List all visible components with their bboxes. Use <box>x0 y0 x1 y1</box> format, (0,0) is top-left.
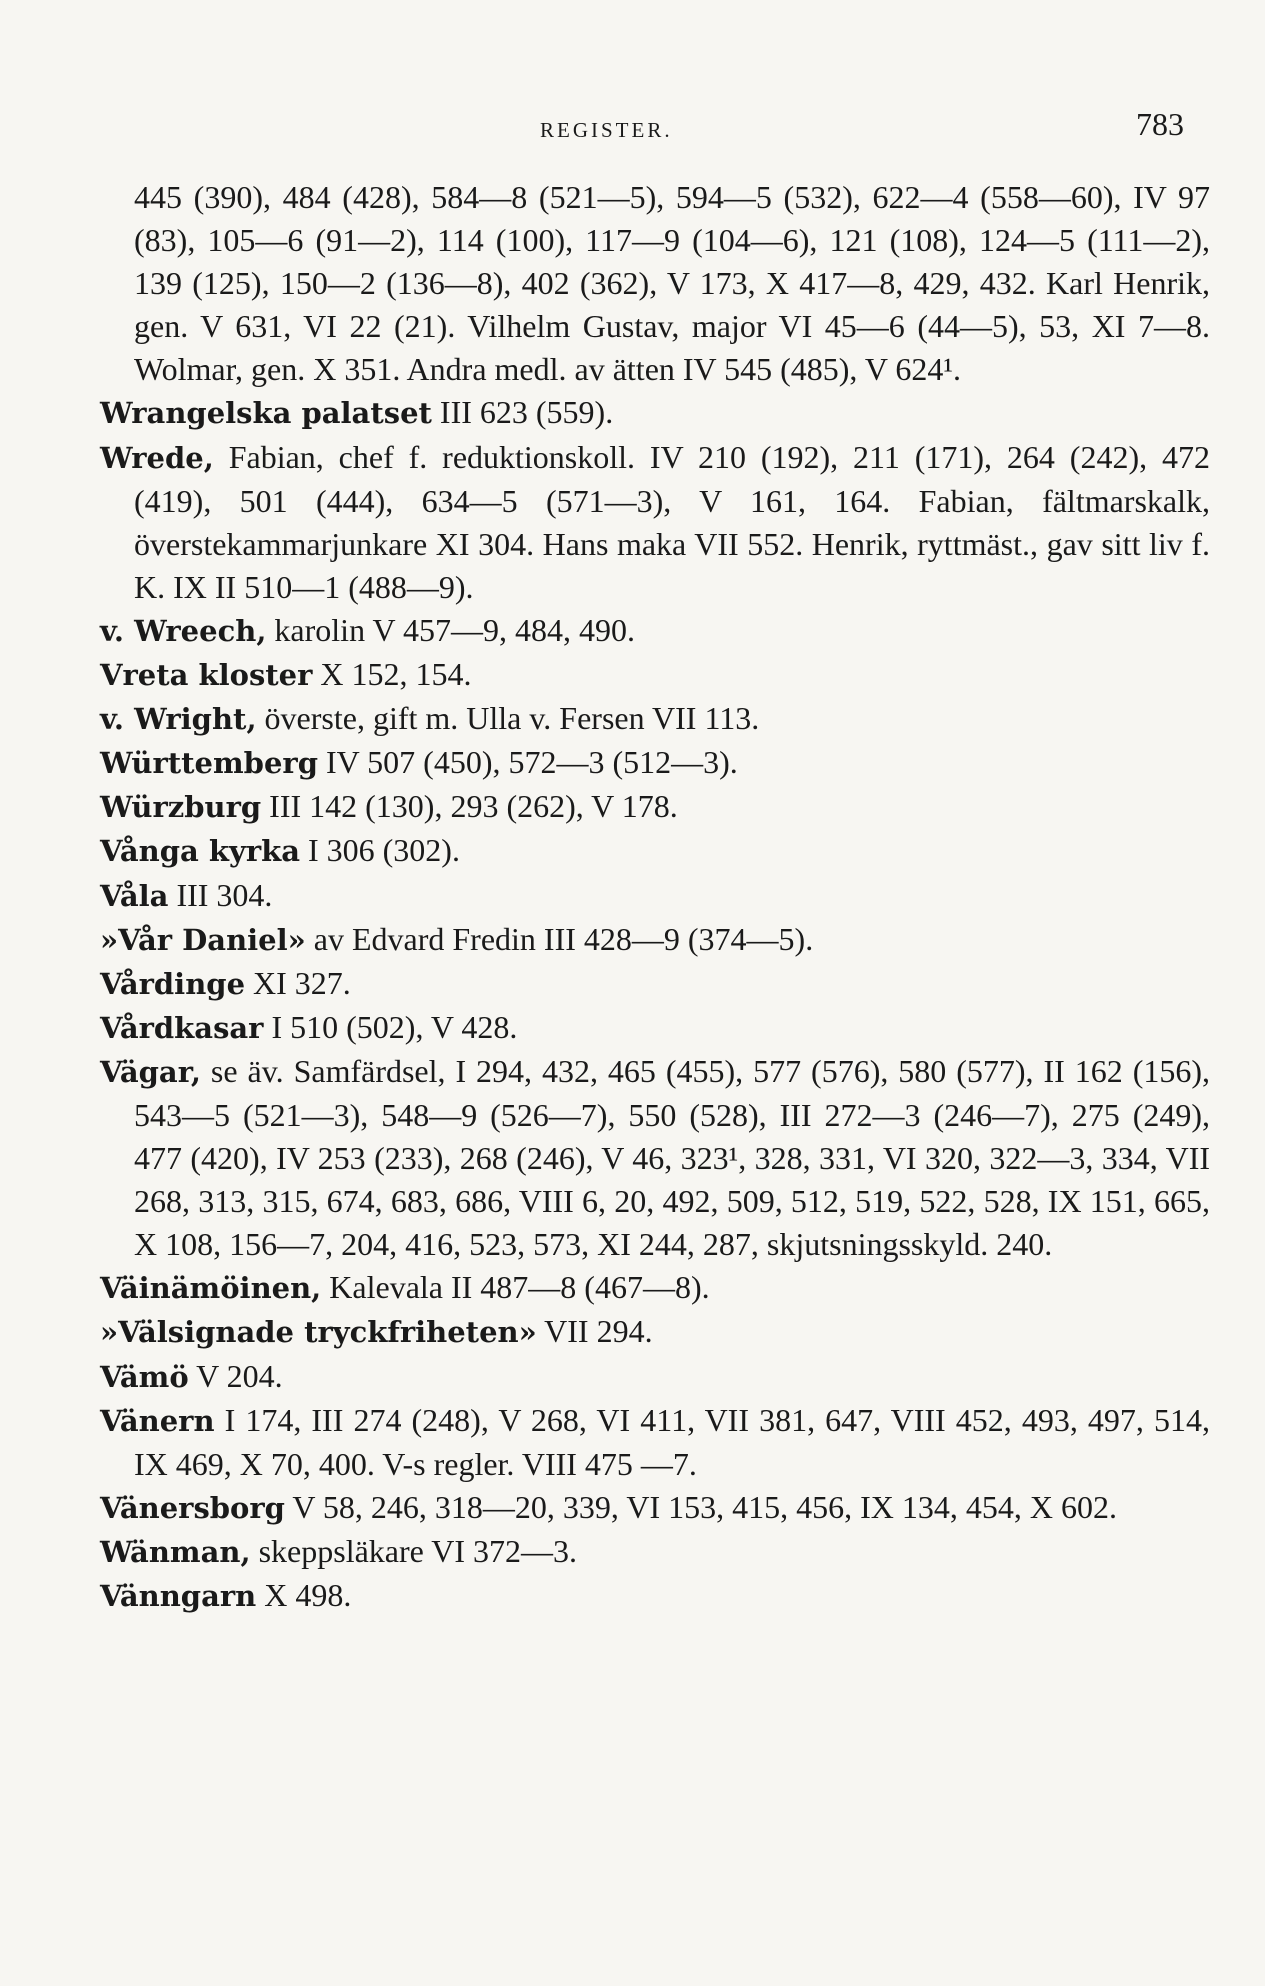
index-entry <box>100 918 1210 962</box>
entry-text: I 306 (302). <box>299 832 460 869</box>
index-entry <box>100 1399 1210 1486</box>
index-list <box>100 176 1210 1618</box>
index-entry <box>100 1574 1210 1618</box>
index-entry <box>100 785 1210 829</box>
index-entry <box>100 1006 1210 1050</box>
entry-text: karolin V 457—9, 484, 490. <box>266 611 636 648</box>
index-entry-continued <box>100 176 1210 391</box>
index-entry <box>100 1266 1210 1310</box>
entry-headword: Wrede, <box>100 440 214 475</box>
index-entry <box>100 1310 1210 1354</box>
page-number: 783 <box>1136 106 1184 142</box>
entry-headword: Vårdinge <box>100 966 246 1001</box>
index-entry <box>100 1355 1210 1399</box>
index-entry <box>100 653 1210 697</box>
entry-headword: Vägar, <box>100 1054 201 1089</box>
index-entry <box>100 1050 1210 1266</box>
entry-headword: Vänersborg <box>100 1490 285 1525</box>
entry-text: X 152, 154. <box>312 656 472 693</box>
entry-headword: Wrangelska palatset <box>100 396 432 431</box>
index-entry <box>100 741 1210 785</box>
entry-headword: Vårdkasar <box>100 1010 264 1045</box>
entry-headword: v. Wreech, <box>100 613 267 648</box>
index-entry <box>100 1530 1210 1574</box>
index-entry <box>100 874 1210 918</box>
entry-headword: »Vår Daniel» <box>100 922 306 957</box>
index-entry <box>100 436 1210 609</box>
entry-headword: Vånga kyrka <box>100 834 300 869</box>
entry-headword: Wänman, <box>100 1534 251 1569</box>
entry-headword: Väinämöinen, <box>100 1271 322 1306</box>
entry-text: III 304. <box>168 876 273 913</box>
entry-text: skeppsläkare VI 372—3. <box>250 1532 578 1569</box>
entry-headword: Våla <box>100 878 169 913</box>
entry-text: V 204. <box>188 1357 283 1394</box>
entry-text: I 174, III 274 (248), V 268, VI 411, VII 381, 647, VIII 452, 493, 497, 514, IX 469, X 70, 400. V-s regler. VIII 475 —7. <box>134 1401 1210 1482</box>
running-head: REGISTER. <box>540 118 673 142</box>
entry-headword: Würzburg <box>100 790 262 825</box>
entry-text: 445 (390), 484 (428), 584—8 (521—5), 594—5 (532), 622—4 (558—60), IV 97 (83), 105—6 (91—2), 114 (100), 117—9 (104—6), 121 (108), 124—5 (111—2), 139 (125), 150—2 (136—8), 402 (362), V 173, X 417—8, 429, 432. Karl Henrik, gen. V 631, VI 22 (21). Vilhelm Gustav, major VI 45—6 (44—5), 53, XI 7—8. Wolmar, gen. X 351. Andra medl. av ätten IV 545 (485), V 624¹. <box>134 179 1210 388</box>
entry-text: av Edvard Fredin III 428—9 (374—5). <box>305 920 814 957</box>
entry-text: V 58, 246, 318—20, 339, VI 153, 415, 456, IX 134, 454, X 602. <box>284 1488 1117 1525</box>
entry-text: I 510 (502), V 428. <box>263 1008 518 1045</box>
entry-text: X 498. <box>256 1577 352 1613</box>
entry-text: XI 327. <box>245 964 351 1001</box>
entry-headword: Vänngarn <box>100 1579 257 1613</box>
index-entry <box>100 609 1210 653</box>
entry-headword: »Välsignade tryckfriheten» <box>100 1315 537 1350</box>
entry-text: se äv. Samfärdsel, I 294, 432, 465 (455), 577 (576), 580 (577), II 162 (156), 543—5 (521—3), 548—9 (526—7), 550 (528), III 272—3 (246—7), 275 (249), 477 (420), IV 253 (233), 268 (246), V 46, 323¹, 328, 331, VI 320, 322—3, 334, VII 268, 313, 315, 674, 683, 686, VIII 6, 20, 492, 509, 512, 519, 522, 528, IX 151, 665, X 108, 156—7, 204, 416, 523, 573, XI 244, 287, skjutsningsskyld. 240. <box>134 1052 1210 1263</box>
entry-headword: Vreta kloster <box>100 658 313 693</box>
entry-text: VII 294. <box>536 1313 653 1350</box>
entry-headword: Württemberg <box>100 746 318 781</box>
entry-text: överste, gift m. Ulla v. Fersen VII 113. <box>256 700 760 737</box>
entry-text: Fabian, chef f. reduktionskoll. IV 210 (192), 211 (171), 264 (242), 472 (419), 501 (444), 634—5 (571—3), V 161, 164. Fabian, fältmarskalk, överstekammarjunkare XI 304. Hans maka VII 552. Henrik, ryttmäst., gav sitt liv f. K. IX II 510—1 (488—9). <box>134 438 1210 605</box>
entry-text: III 623 (559). <box>431 394 614 431</box>
index-entry <box>100 962 1210 1006</box>
index-entry <box>100 829 1210 873</box>
entry-text: Kalevala II 487—8 (467—8). <box>321 1269 710 1306</box>
index-entry <box>100 1486 1210 1530</box>
entry-text: III 142 (130), 293 (262), V 178. <box>261 788 678 825</box>
entry-headword: v. Wright, <box>100 702 257 737</box>
index-entry <box>100 697 1210 741</box>
entry-headword: Vänern <box>100 1403 215 1438</box>
index-entry <box>100 391 1210 435</box>
entry-headword: Vämö <box>100 1359 189 1394</box>
entry-text: IV 507 (450), 572—3 (512—3). <box>317 744 738 781</box>
